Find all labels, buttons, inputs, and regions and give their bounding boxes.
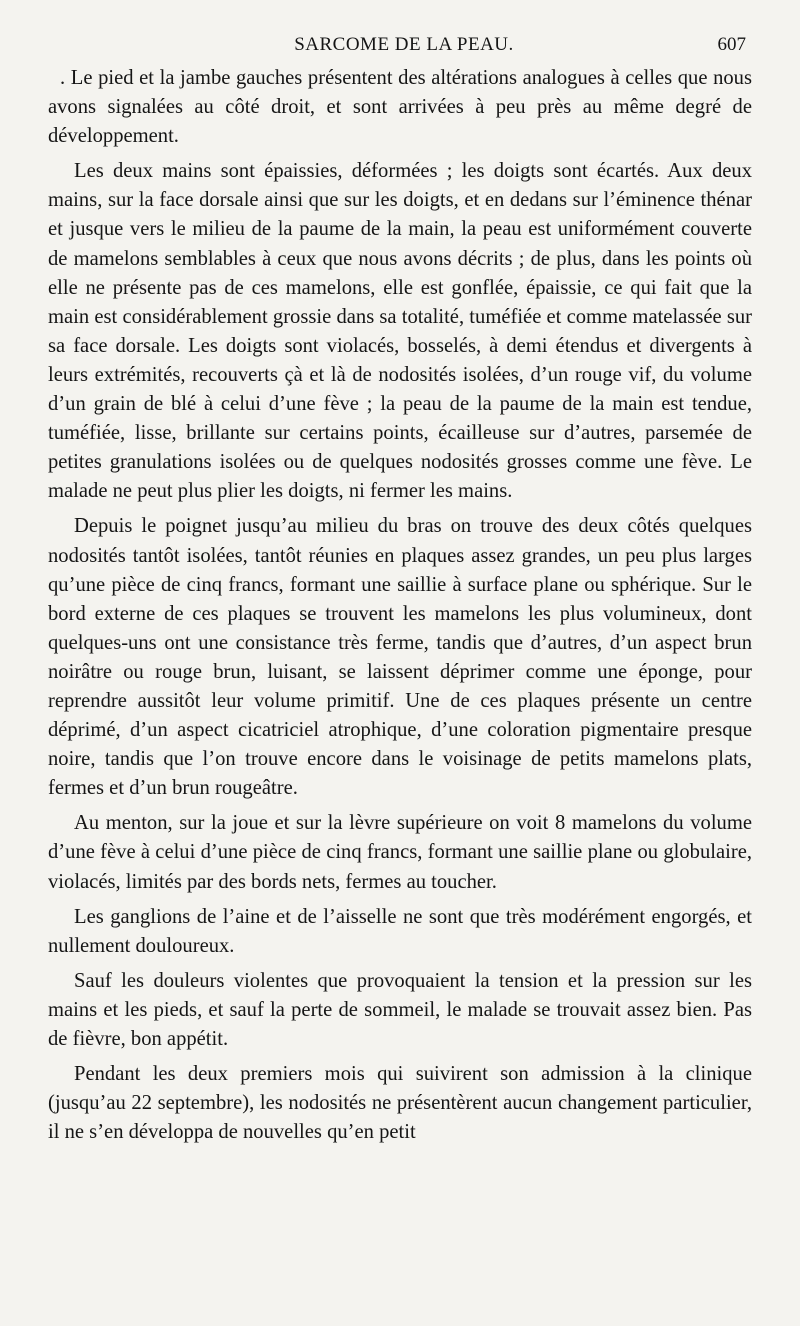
page-header <box>48 30 760 60</box>
paragraph: Au menton, sur la joue et sur la lèvre supérieure on voit 8 mamelons du volume d’une fève à celui d’une pièce de cinq francs, formant une saillie plane ou globulaire, violacés, limités par des bords nets, fermes au toucher. <box>48 812 752 893</box>
paragraph: Sauf les douleurs violentes que provoquaient la tension et la pression sur les mains et les pieds, et sauf la perte de sommeil, le malade se trouvait assez bien. Pas de fièvre, bon appétit. <box>48 969 752 1050</box>
paragraph: . Le pied et la jambe gauches présentent des altérations analogues à celles que nous avons signalées au côté droit, et sont arrivées à peu près au même degré de développement. <box>48 67 752 148</box>
paragraph: Pendant les deux premiers mois qui suivirent son admission à la clinique (jusqu’au 22 septembre), les nodosités ne présentèrent aucun changement particulier, il ne s’en développa de nouvelles qu’en petit <box>48 1063 752 1144</box>
paragraph: Les ganglions de l’aine et de l’aisselle ne sont que très modérément engorgés, et nullement douloureux. <box>48 905 752 957</box>
paragraph: Les deux mains sont épaissies, déformées ; les doigts sont écartés. Aux deux mains, sur la face dorsale ainsi que sur les doigts, et en dedans sur l’éminence thénar et jusque vers le milieu de la paume de la main, la peau est uniformément couverte de mamelons semblables à ceux que nous avons décrits ; de plus, dans les points où elle ne présente pas de ces mamelons, elle est gonflée, épaissie, ce qui fait que la main est considérablement grossie dans sa totalité, tuméfiée et comme matelassée sur sa face dorsale. Les doigts sont violacés, bosselés, à demi étendus et divergents à leurs extrémités, recouverts çà et là de nodosités isolées, d’un rouge vif, du volume d’un grain de blé à celui d’une fève ; la peau de la paume de la main est tendue, tuméfiée, lisse, brillante sur certains points, écailleuse sur d’autres, parsemée de petites granulations isolées ou de quelques nodosités grosses comme une fève. Le malade ne peut plus plier les doigts, ni fermer les mains. <box>48 160 752 503</box>
page-number: 607 <box>717 34 746 55</box>
running-title: SARCOME DE LA PEAU. <box>294 34 514 55</box>
paragraph: Depuis le poignet jusqu’au milieu du bras on trouve des deux côtés quelques nodosités tantôt isolées, tantôt réunies en plaques assez grandes, un peu plus larges qu’une pièce de cinq francs, formant une saillie à surface plane ou sphérique. Sur le bord externe de ces plaques se trouvent les mamelons les plus volumineux, dont quelques-uns ont une consistance très ferme, tandis que d’autres, d’un aspect brun noirâtre ou rouge brun, luisant, se laissent déprimer comme une éponge, pour reprendre aussitôt leur volume primitif. Une de ces plaques présente un centre déprimé, d’un aspect cicatriciel atrophique, d’une coloration pigmentaire presque noire, tandis que l’on trouve encore dans le voisinage de petits mamelons plats, fermes et d’un brun rougeâtre. <box>48 515 752 800</box>
body-text <box>48 64 752 1153</box>
